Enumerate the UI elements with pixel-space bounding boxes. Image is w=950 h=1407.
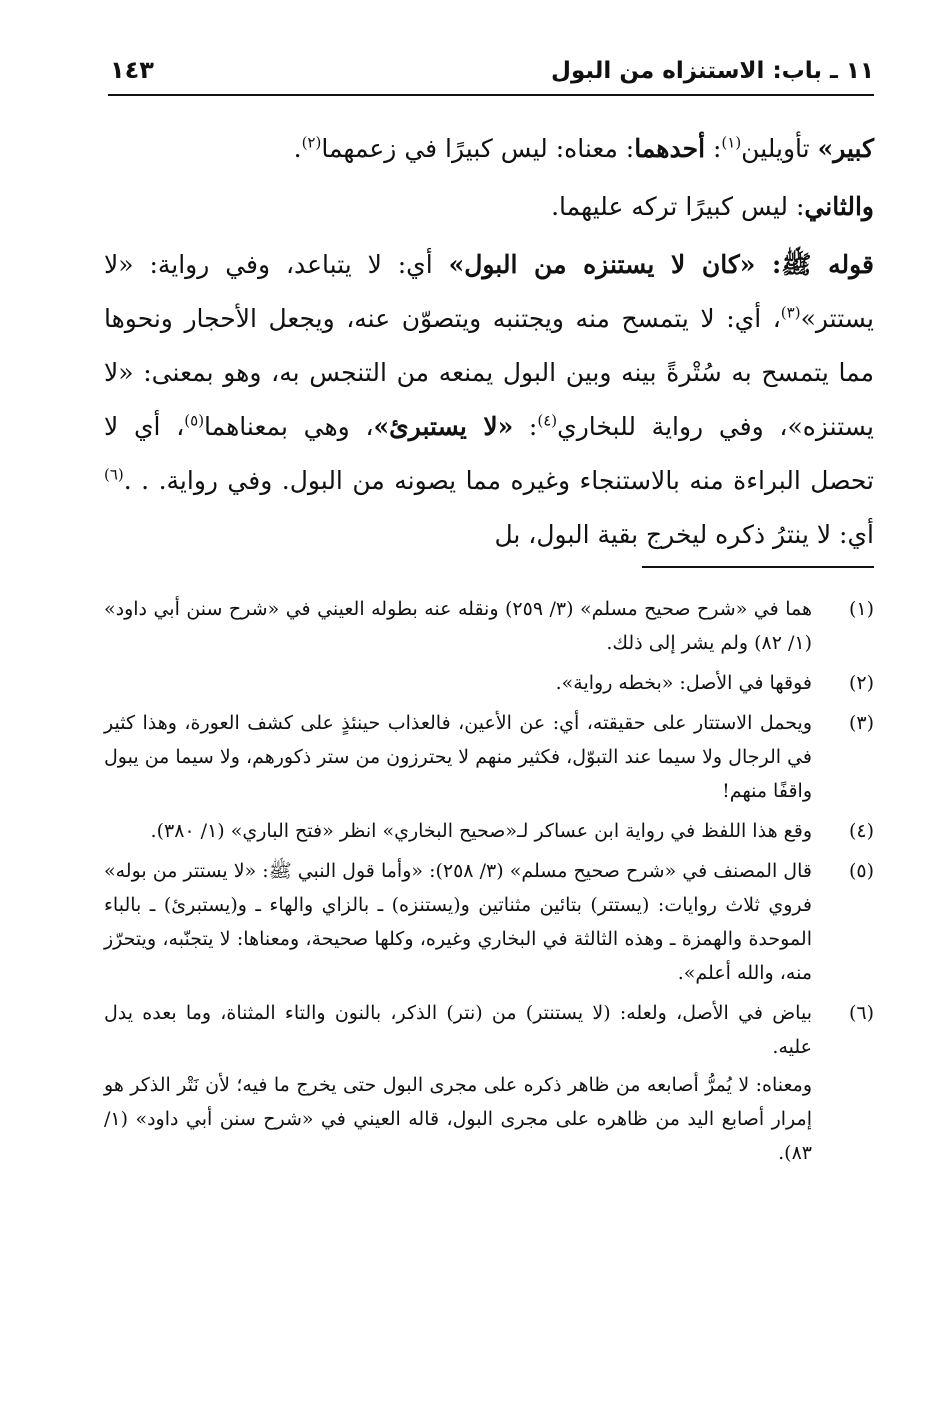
text-run: ، أي لا تحصل البراءة منه بالاستنجاء وغيره مما يصونه من البول. وفي رواية. . . (104, 412, 874, 495)
footnote-text: هما في «شرح صحيح مسلم» (٣/ ٢٥٩) ونقله عنه بطوله العيني في «شرح سنن أبي داود» (١/ ٨٢) ولم يشر إلى ذلك. (104, 598, 812, 654)
footnote-ref: (١) (721, 133, 742, 152)
footnote-2 (104, 666, 874, 700)
footnote-6 (104, 996, 874, 1170)
running-header (108, 58, 874, 94)
footnote-number: (٤) (848, 820, 874, 842)
footnote-text: بياض في الأصل، ولعله: (لا يستنتر) من (نتر) الذكر، بالنون والتاء المثناة، وما بعده يدل عليه. (104, 1002, 812, 1058)
footnote-ref: (٢) (301, 133, 322, 152)
paragraph-3 (104, 238, 874, 562)
footnote-text: فوقها في الأصل: «بخطه رواية». (555, 672, 812, 694)
footnote-number: (٥) (848, 860, 874, 882)
footnotes (104, 592, 874, 1176)
text-run: . (293, 134, 302, 163)
paragraph-1 (104, 122, 874, 176)
text-run: أي: لا يتباعد، وفي رواية: «لا يستتر» (104, 250, 874, 333)
footnote-text: ويحمل الاستتار على حقيقته، أي: عن الأعين، فالعذاب حينئذٍ على كشف العورة، وهذا كثير في الرجال ولا سيما عند التبوّل، فكثير منهم لا يحترزون من ستر ذكورهم، ولا سيما من يبول واقفًا منهم! (104, 712, 812, 802)
header-rule (108, 94, 874, 96)
bold-term: والثاني (804, 192, 874, 221)
text-run: ، أي: لا يتمسح منه ويجتنبه ويتصوّن عنه، ويجعل الأحجار ونحوها مما يتمسح به سُتْرةً بينه وبين البول يمنعه من التنجس به، وهو بمعنى: «لا يستنزه»، وفي رواية للبخاري (104, 304, 875, 441)
footnote-separator (642, 566, 874, 568)
bold-term: كبير» (817, 134, 874, 163)
text-run: : (513, 412, 538, 441)
footnote-4 (104, 814, 874, 848)
footnote-number: (١) (848, 598, 874, 620)
footnote-1 (104, 592, 874, 660)
footnote-text: قال المصنف في «شرح صحيح مسلم» (٣/ ٢٥٨): «وأما قول النبي ﷺ: «لا يستتر من بوله» فروي ثلاث روايات: (يستتر) بتائين مثناتين و(يستنزه) ـ بالزاي والهاء ـ و(يستبرئ) ـ بالباء الموحدة والهمزة ـ وهذه الثالثة في البخاري وغيره، وكلها صحيحة، ومعناها: لا يتجنّبه، ويتحرّز منه، والله أعلم». (104, 860, 812, 984)
footnote-number: (٢) (848, 672, 874, 694)
footnote-continuation: ومعناه: لا يُمرُّ أصابعه من ظاهر ذكره على مجرى البول حتى يخرج ما فيه؛ لأن نَتْر الذكر هو إمرار أصابع اليد من ظاهره على مجرى البول، قاله العيني في «شرح سنن أبي داود» (١/ ٨٣). (104, 1074, 812, 1164)
footnote-ref: (٤) (537, 411, 558, 430)
footnote-ref: (٣) (780, 303, 801, 322)
text-run: : ليس كبيرًا تركه عليهما. (551, 192, 805, 221)
footnote-number: (٣) (848, 712, 874, 734)
text-run: أي: لا ينترُ ذكره ليخرج بقية البول، بل (494, 520, 874, 549)
text-run: : معناه: ليس كبيرًا في زعمهما (321, 134, 635, 163)
footnote-ref: (٦) (104, 465, 124, 484)
text-run: ، وهي بمعناهما (204, 412, 374, 441)
footnote-text: وقع هذا اللفظ في رواية ابن عساكر لـ«صحيح البخاري» انظر «فتح الباري» (١/ ٣٨٠). (150, 820, 812, 842)
bold-term: «لا يستبرئ» (373, 412, 514, 441)
bold-term: أحدهما (634, 134, 706, 163)
paragraph-2 (104, 180, 874, 234)
footnote-number: (٦) (848, 1002, 874, 1024)
main-text (104, 122, 874, 562)
text-run: تأويلين (741, 134, 818, 163)
bold-term: قوله ﷺ: «كان لا يستنزه من البول» (448, 250, 874, 279)
footnote-3 (104, 706, 874, 808)
footnote-ref: (٥) (184, 411, 205, 430)
text-run: : (705, 134, 722, 163)
chapter-title: ١١ ـ باب: الاستنزاه من البول (551, 58, 874, 84)
page-number: ١٤٣ (110, 56, 154, 84)
footnote-5 (104, 854, 874, 990)
